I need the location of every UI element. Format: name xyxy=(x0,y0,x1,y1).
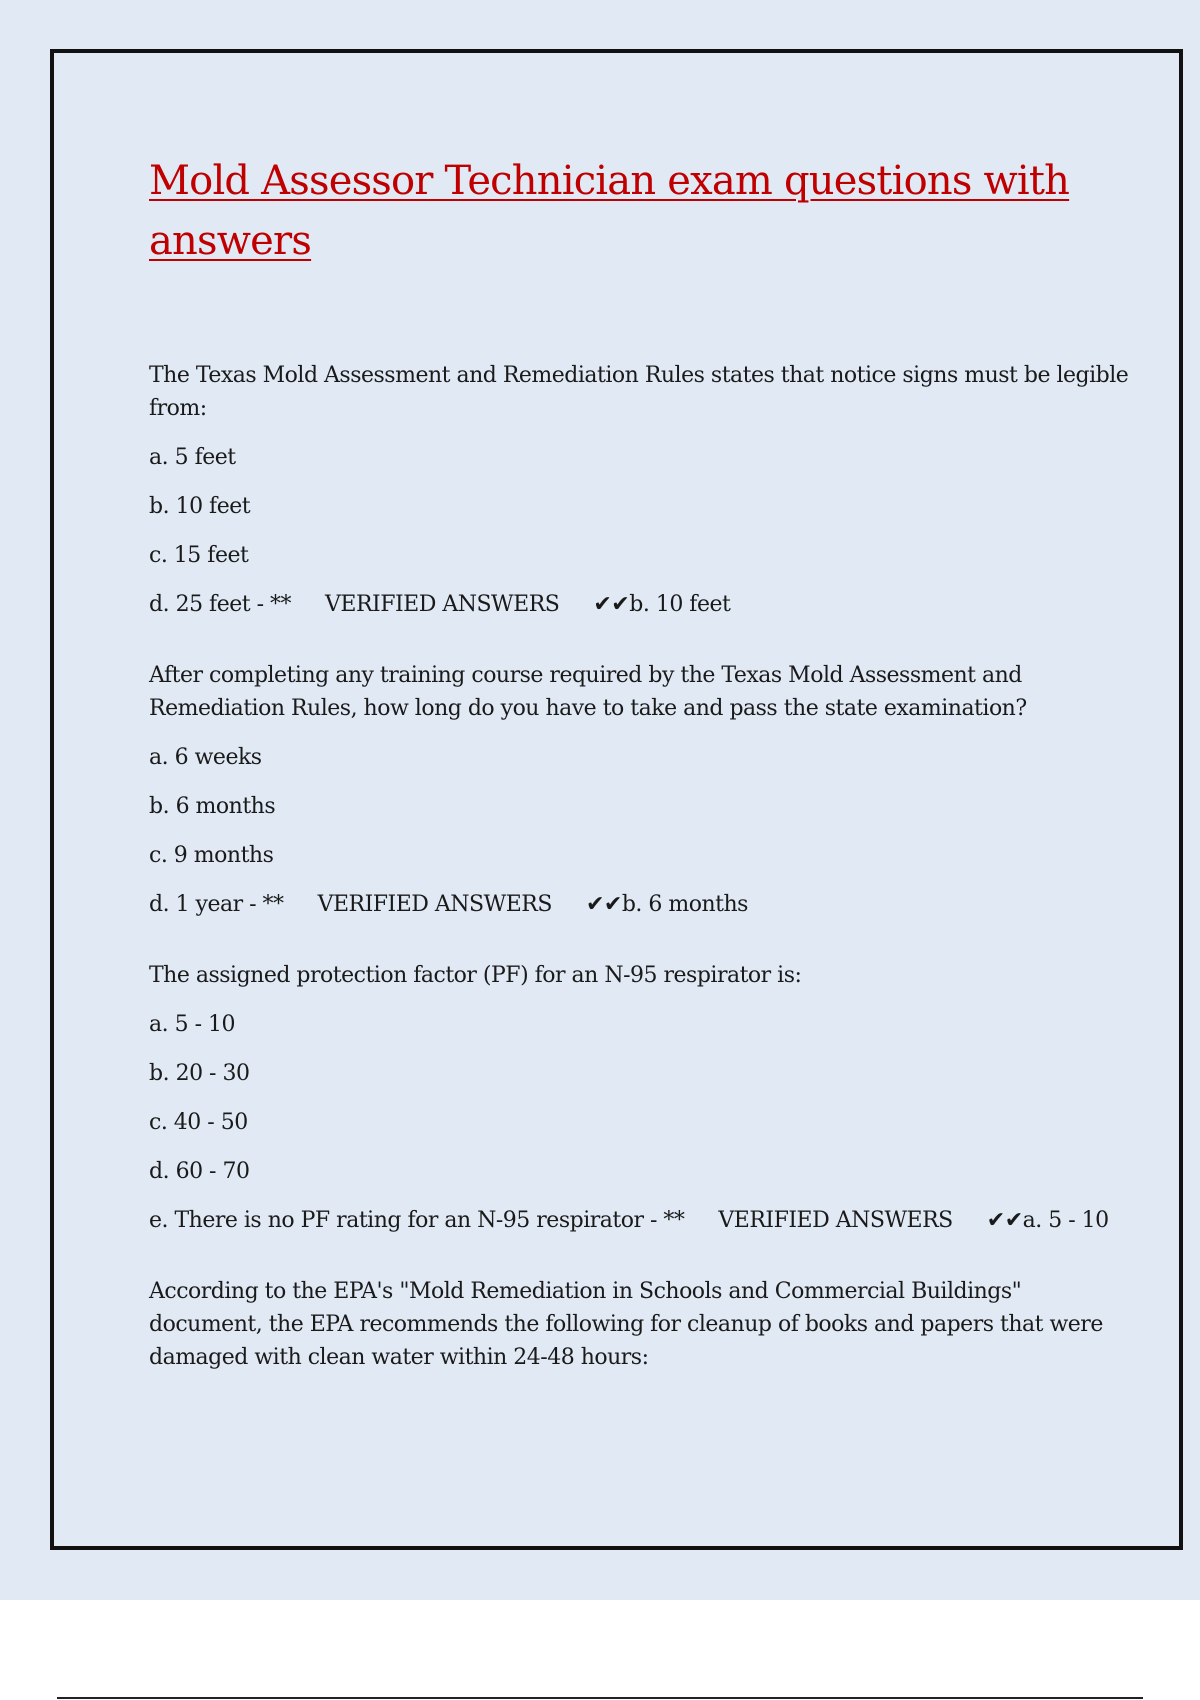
document-title: Mold Assessor Technician exam questions with answers xyxy=(149,158,1070,264)
question-4 xyxy=(149,1275,1139,1374)
option-d: d. 25 feet - ** xyxy=(149,592,291,617)
document-frame xyxy=(50,49,1183,1550)
question-list xyxy=(149,359,1139,1412)
option-d: d. 1 year - ** xyxy=(149,892,284,917)
question-3 xyxy=(149,959,1139,1237)
option-c: c. 15 feet xyxy=(149,543,249,568)
option-a: a. 6 weeks xyxy=(149,745,262,770)
option-b: b. 10 feet xyxy=(149,494,251,519)
option-d: d. 60 - 70 xyxy=(149,1159,250,1184)
option-c: c. 9 months xyxy=(149,843,274,868)
answer-line xyxy=(149,888,1139,921)
question-text: The assigned protection factor (PF) for an N-95 respirator is: xyxy=(149,963,802,988)
answer-line xyxy=(149,588,1139,621)
double-check-icon: ✔✔ xyxy=(593,592,630,617)
answer-line xyxy=(149,1204,1139,1237)
question-text: The Texas Mold Assessment and Remediation Rules states that notice signs must be legible from: xyxy=(149,363,1129,421)
option-b: b. 6 months xyxy=(149,794,276,819)
option-e: e. There is no PF rating for an N-95 respirator - ** xyxy=(149,1208,685,1233)
option-c: c. 40 - 50 xyxy=(149,1110,248,1135)
double-check-icon: ✔✔ xyxy=(986,1208,1023,1233)
verified-answers-label: VERIFIED ANSWERS xyxy=(718,1208,953,1233)
question-text: According to the EPA's "Mold Remediation in Schools and Commercial Buildings" document, the EPA recommends the following for cleanup of books and papers that were damaged with clean water within 24-48 hours: xyxy=(149,1279,1103,1370)
option-b: b. 20 - 30 xyxy=(149,1061,250,1086)
option-a: a. 5 - 10 xyxy=(149,1012,236,1037)
option-a: a. 5 feet xyxy=(149,445,236,470)
correct-answer: b. 6 months xyxy=(621,892,748,917)
double-check-icon: ✔✔ xyxy=(585,892,622,917)
verified-answers-label: VERIFIED ANSWERS xyxy=(317,892,552,917)
question-1 xyxy=(149,359,1139,621)
question-text: After completing any training course required by the Texas Mold Assessment and Remediation Rules, how long do you have to take and pass the state examination? xyxy=(149,663,1027,721)
question-2 xyxy=(149,659,1139,921)
correct-answer: a. 5 - 10 xyxy=(1022,1208,1109,1233)
correct-answer: b. 10 feet xyxy=(629,592,731,617)
verified-answers-label: VERIFIED ANSWERS xyxy=(325,592,560,617)
footer-divider xyxy=(57,1697,1143,1699)
